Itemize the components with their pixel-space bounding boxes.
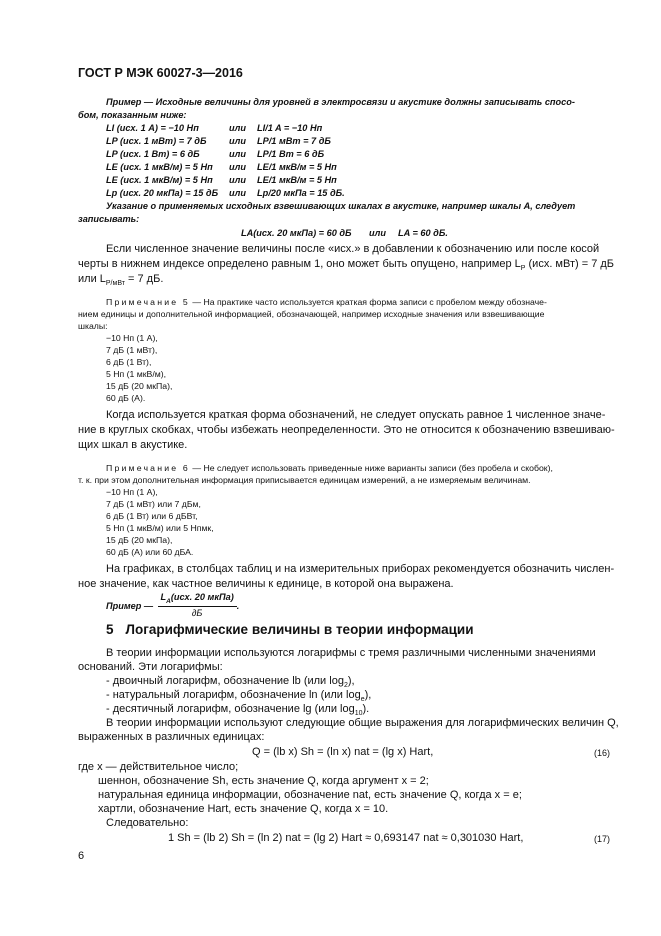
example1-row-2-right: LP/1 мВт = 7 дБ — [257, 136, 331, 146]
equation-17-number: (17) — [594, 834, 611, 844]
para4-line3: В теории информации используют следующие общие выражения для логарифмических величин Q, — [106, 717, 619, 729]
note6-item-6: 60 дБ (А) или 60 дБА. — [106, 547, 194, 557]
note6-line1 — [106, 463, 553, 473]
example1-row-3-right: LP/1 Вт = 6 дБ — [257, 149, 325, 159]
document-header: ГОСТ Р МЭК 60027-3—2016 — [78, 66, 243, 80]
section-number: 5 — [106, 622, 114, 637]
note6-label: Примечание 6 — [106, 463, 190, 473]
example1-row-4-or: или — [229, 162, 246, 172]
equation-16-number: (16) — [594, 748, 611, 758]
para1-line2 — [78, 258, 614, 272]
example2-denominator: ∂Б — [191, 607, 203, 618]
example1-weighting-line1: Указание о применяемых исходных взвешивающих шкалах в акустике, например шкалы А, следует — [106, 201, 576, 211]
example1-row-6-right: Lp/20 мкПа = 15 дБ. — [257, 188, 345, 198]
example1-row-5-left: LE (исх. 1 мкВ/м) = 5 Нп — [106, 175, 213, 185]
bullet-3-text: - десятичный логарифм, обозначение lg (или log — [106, 703, 355, 715]
bullet-2-text: - натуральный логарифм, обозначение ln (или log — [106, 689, 361, 701]
para2-line1: Когда используется краткая форма обозначений, не следует опускать равное 1 численное значе- — [106, 409, 606, 421]
bullet-1-subscript: 2 — [343, 682, 348, 690]
bullet-1-text: - двоичный логарифм, обозначение lb (или log — [106, 675, 344, 687]
bullet-3-subscript: 10 — [354, 710, 363, 718]
note5-line2: нием единицы и дополнительной информацией, обозначающей, например исходные значения или взвешивающие — [78, 309, 545, 319]
weighting-formula-right: LA = 60 дБ. — [398, 228, 448, 238]
example1-row-5-right: LE/1 мкВ/м = 5 Нп — [257, 175, 337, 185]
para1-line3-tail: = 7 дБ. — [124, 273, 164, 285]
note5-item-1: −10 Нп (1 А), — [106, 333, 158, 343]
para1-line3 — [78, 273, 163, 287]
para1-line3-text: или L — [78, 273, 106, 285]
example1-row-2-or: или — [229, 136, 246, 146]
example1-row-4-right: LE/1 мкВ/м = 5 Нп — [257, 162, 337, 172]
para3-line1: На графиках, в столбцах таблиц и на измерительных приборах рекомендуется обозначить числен- — [106, 563, 615, 575]
para1-line1: Если численное значение величины после «исх.» в добавлении к обозначению или после косой — [106, 243, 600, 255]
weighting-formula-or: или — [369, 228, 386, 238]
example1-row-3-or: или — [229, 149, 246, 159]
note6-item-5: 15 дБ (20 мкПа), — [106, 535, 173, 545]
note5-item-3: 6 дБ (1 Вт), — [106, 357, 152, 367]
note5-item-2: 7 дБ (1 мВт), — [106, 345, 158, 355]
example1-intro-line1: Пример — Исходные величины для уровней в электросвязи и акустике должны записывать спосо- — [106, 97, 575, 107]
para4-line1: В теории информации используются логарифмы с тремя различными численными значениями — [106, 647, 596, 659]
example1-row-5-or: или — [229, 175, 246, 185]
example1-row-6-left: Lp (исх. 20 мкПа) = 15 дБ — [106, 188, 219, 198]
note5-label: Примечание 5 — [106, 297, 190, 307]
page-number: 6 — [78, 850, 85, 862]
para4-bullet-3 — [106, 703, 369, 717]
bullet-1-end: ), — [347, 675, 355, 687]
definition-hartley: хартли, обозначение Hart, есть значение Q, когда x = 10. — [98, 803, 389, 815]
para4-line2: оснований. Эти логарифмы: — [78, 661, 223, 673]
equation-16: Q = (lb x) Sh = (ln x) nat = (lg x) Hart, — [252, 746, 434, 758]
note6-line1-text: — Не следует использовать приведенные ниже варианты записи (без пробела и скобок), — [189, 463, 553, 473]
example2-num-subscript: A — [166, 597, 171, 605]
note5-line3: шкалы: — [78, 321, 108, 331]
note5-line1 — [106, 297, 547, 307]
weighting-formula-left: LA(исх. 20 мкПа) = 60 дБ — [241, 228, 352, 238]
note6-item-2: 7 дБ (1 мВт) или 7 дБм, — [106, 499, 201, 509]
definition-nat: натуральная единица информации, обозначение nat, есть значение Q, когда x = e; — [98, 789, 522, 801]
example1-row-3-left: LP (исх. 1 Вт) = 6 дБ — [106, 149, 200, 159]
example1-row-6-or: или — [229, 188, 246, 198]
bullet-2-subscript: e — [360, 696, 365, 704]
definitions-where: где x — действительное число; — [78, 761, 239, 773]
example1-row-1-right: LI/1 A = −10 Нп — [257, 123, 323, 133]
para1-line2-tail: (исх. мВт) = 7 дБ — [525, 258, 615, 270]
para4-bullet-1 — [106, 675, 355, 689]
definition-shannon: шеннон, обозначение Sh, есть значение Q, когда аргумент x = 2; — [98, 775, 429, 787]
para1-line3-subscript: P/мВт — [105, 280, 125, 288]
para1-line2-subscript: P — [520, 265, 526, 273]
para4-line4: выраженных в различных единицах: — [78, 731, 265, 743]
example2-num-symbol: L — [160, 592, 167, 602]
note5-item-6: 60 дБ (А). — [106, 393, 146, 403]
note5-item-4: 5 Нп (1 мкВ/м), — [106, 369, 167, 379]
example1-row-2-left: LP (исх. 1 мВт) = 7 дБ — [106, 136, 207, 146]
para1-line2-text: черты в нижнем индексе определено равным 1, оно может быть опущено, например L — [78, 258, 521, 270]
example1-row-1-left: LI (исх. 1 A) = −10 Нп — [106, 123, 199, 133]
section-title: Логарифмические величины в теории информации — [125, 622, 474, 637]
para4-bullet-2 — [106, 689, 371, 703]
example2-tail: . — [236, 601, 240, 612]
bullet-3-end: ). — [362, 703, 370, 715]
example1-weighting-line2: записывать: — [78, 214, 140, 224]
section-heading — [106, 622, 474, 637]
example2-num-text: (исх. 20 мкПа) — [170, 592, 234, 602]
para2-line2: ние в круглых скобках, чтобы избежать неопределенности. Это не относится к обозначению взвешиваю- — [78, 424, 615, 436]
example2 — [106, 592, 239, 618]
note6-line2: т. к. при этом дополнительная информация приписывается единицам измерений, а не измеряемым величинам. — [78, 475, 531, 485]
note6-item-1: −10 Нп (1 А), — [106, 487, 158, 497]
example1-row-4-left: LE (исх. 1 мкВ/м) = 5 Нп — [106, 162, 213, 172]
bullet-2-end: ), — [364, 689, 372, 701]
note6-item-3: 6 дБ (1 Вт) или 6 дБВт, — [106, 511, 198, 521]
example2-numerator — [158, 592, 237, 607]
note5-line1-text: — На практике часто используется краткая форма записи с пробелом между обозначе- — [189, 297, 547, 307]
example1-intro-line2: бом, показанным ниже: — [78, 110, 187, 120]
example2-label: Пример — — [106, 601, 154, 612]
example1-row-1-or: или — [229, 123, 246, 133]
consequently: Следовательно: — [106, 817, 189, 829]
example2-fraction — [158, 592, 237, 618]
note5-item-5: 15 дБ (20 мкПа), — [106, 381, 173, 391]
equation-17: 1 Sh = (lb 2) Sh = (ln 2) nat = (lg 2) Hart ≈ 0,693147 nat ≈ 0,301030 Hart, — [168, 832, 524, 844]
note6-item-4: 5 Нп (1 мкВ/м) или 5 Нпмк, — [106, 523, 214, 533]
para2-line3: щих шкал в акустике. — [78, 439, 188, 451]
para3-line2: ное значение, как частное величины к единице, в которой она выражена. — [78, 578, 454, 590]
